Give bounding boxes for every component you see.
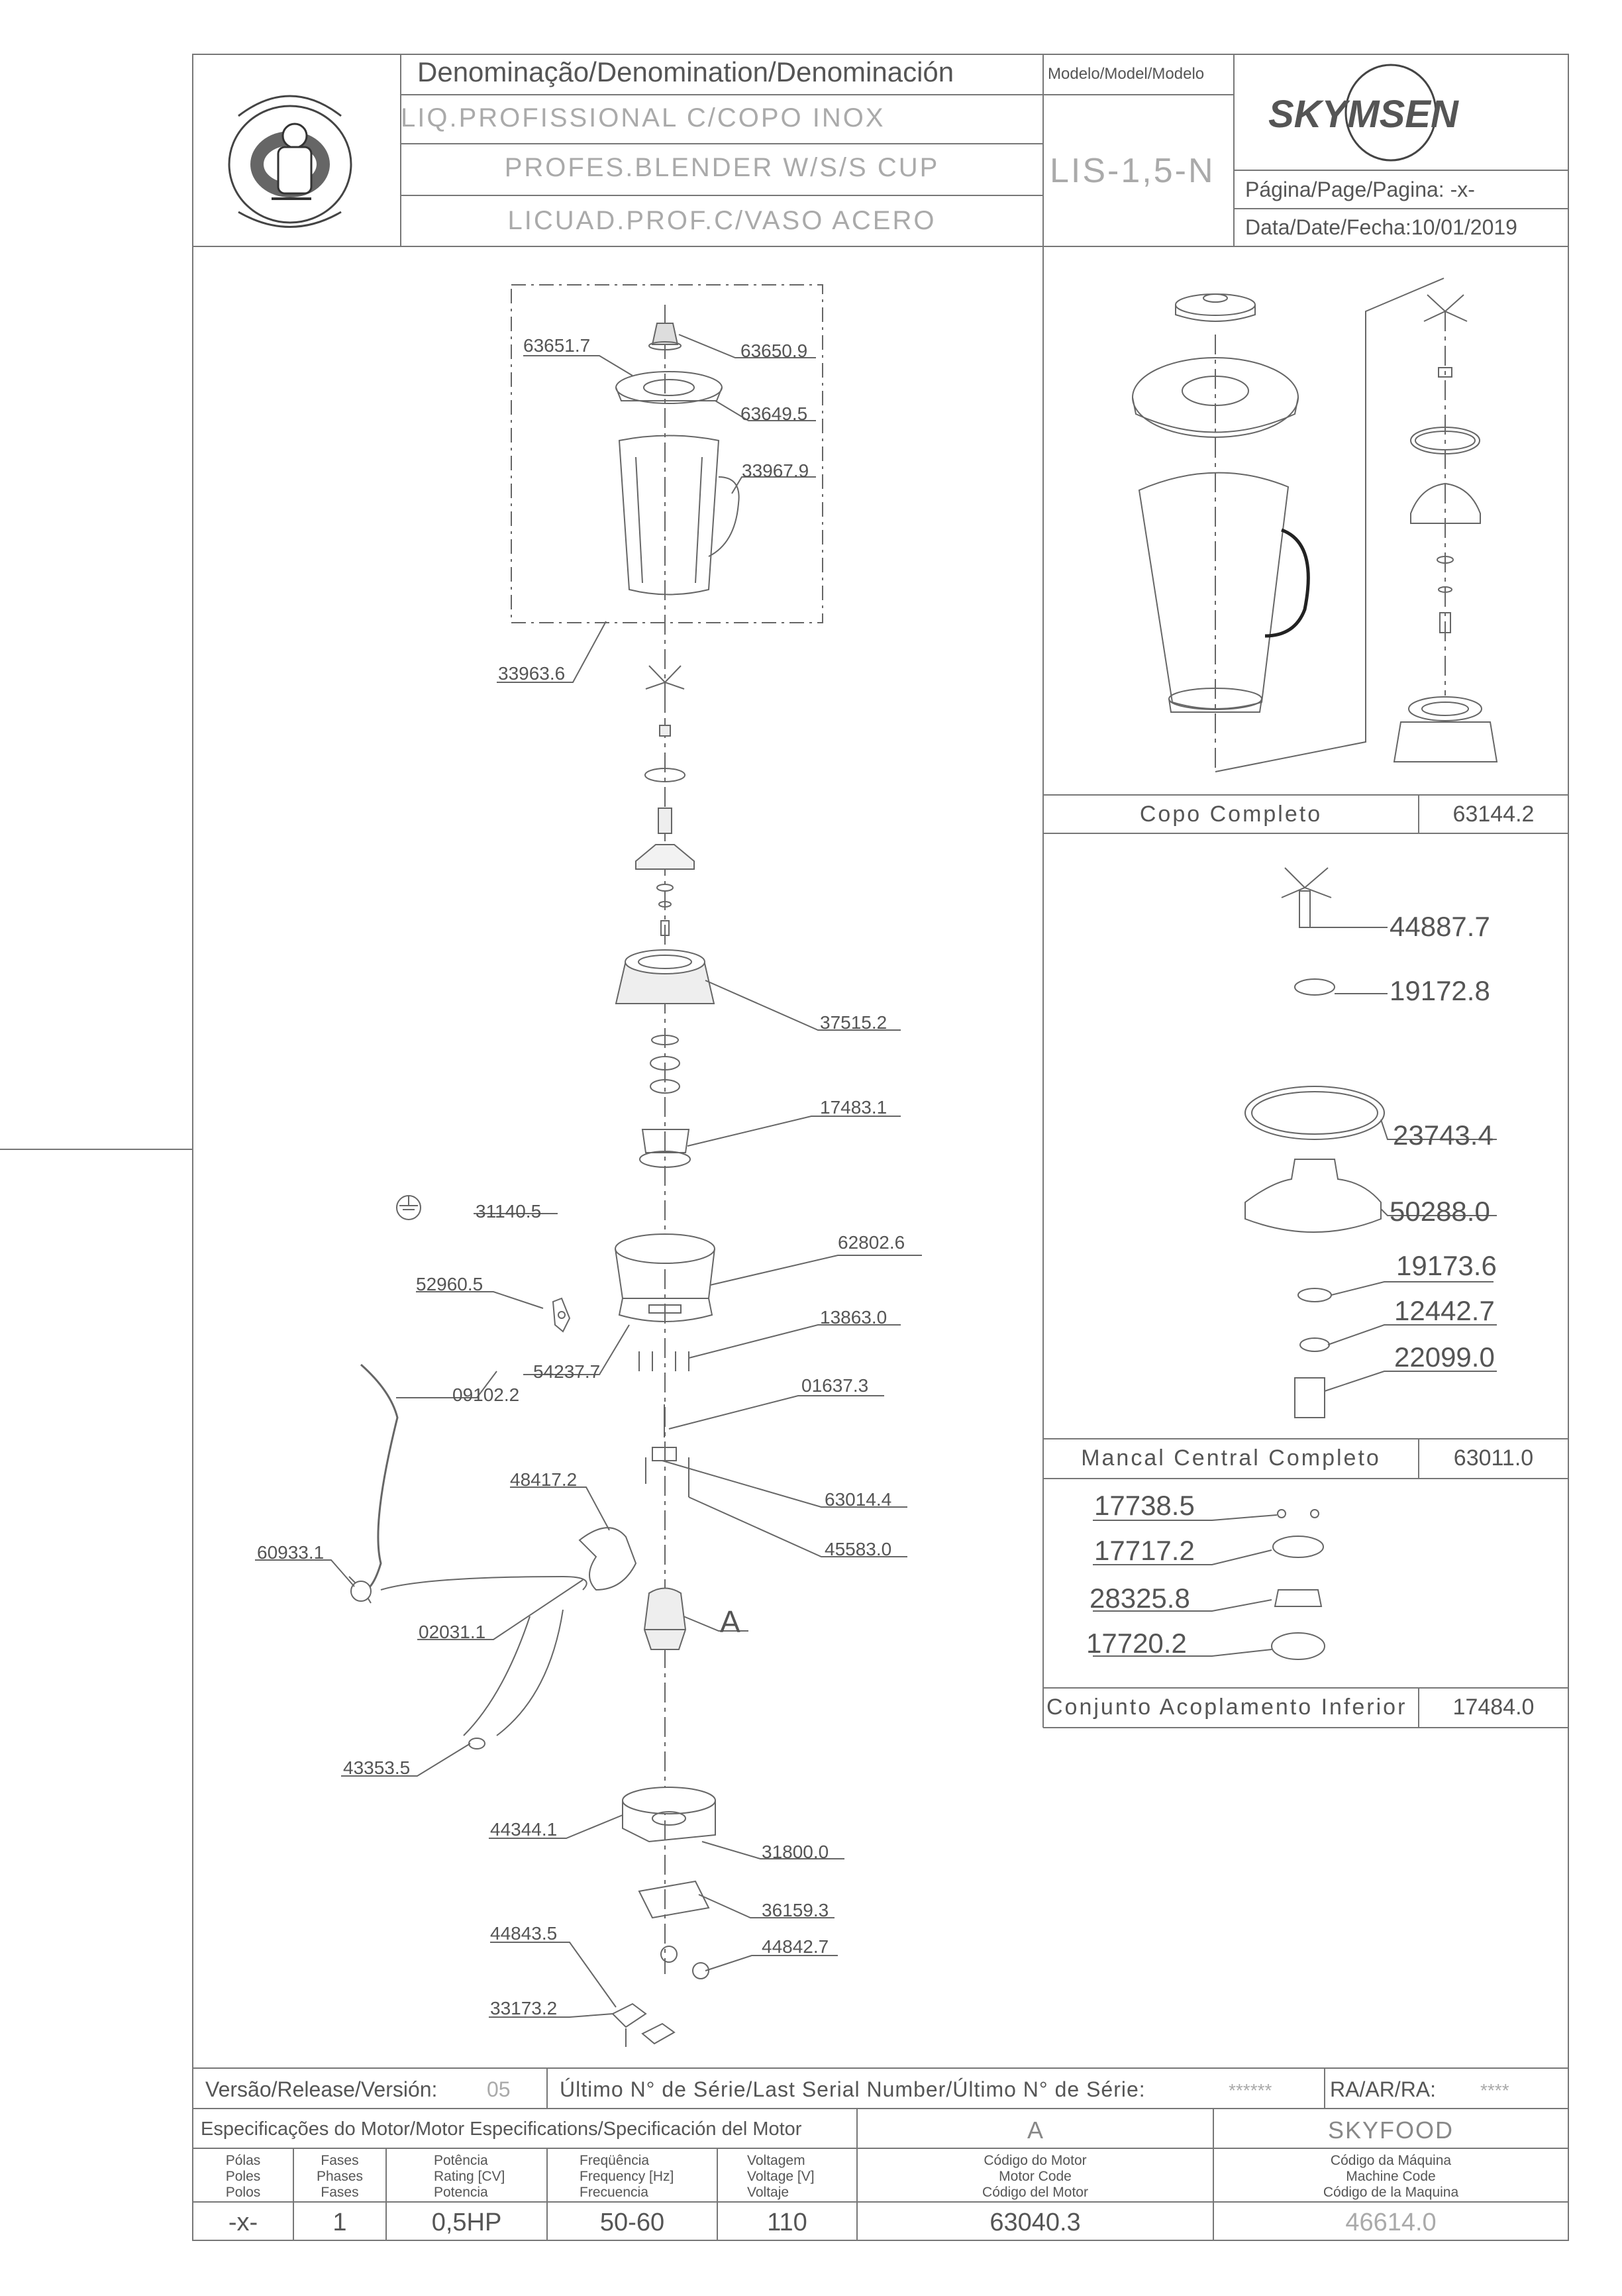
part-label: 13863.0 (820, 1307, 887, 1328)
part-label: 63014.4 (825, 1489, 892, 1510)
acoplamento-part: 17717.2 (1094, 1535, 1195, 1566)
brand-logo-text: SKYMSEN (1268, 93, 1458, 136)
mancal-part: 23743.4 (1393, 1120, 1494, 1151)
product-name-en: PROFES.BLENDER W/S/S CUP (504, 153, 940, 182)
mancal-part: 19172.8 (1390, 975, 1490, 1006)
part-label: 33967.9 (742, 460, 809, 481)
part-label: 01637.3 (801, 1375, 869, 1396)
col-poles-header: Pólas Poles Polos (225, 2153, 261, 2200)
part-label: 63649.5 (740, 403, 808, 424)
motor-ref-label: A (720, 1604, 740, 1639)
phases-value: 1 (332, 2209, 347, 2236)
col-motor-code-header: Código do Motor Motor Code Código del Motor (982, 2153, 1088, 2200)
part-label: 31140.5 (476, 1201, 542, 1222)
mancal-part: 19173.6 (1396, 1250, 1497, 1281)
poles-value: -x- (228, 2209, 258, 2236)
motor-ref: A (1027, 2116, 1043, 2144)
copo-assembly-view (1133, 278, 1497, 772)
ra-value: **** (1480, 2080, 1509, 2101)
acoplamento-code: 17484.0 (1452, 1695, 1535, 1720)
col-frequency-header: Freqüência Frequency [Hz] Frecuencia (580, 2153, 674, 2200)
rating-value: 0,5HP (431, 2209, 502, 2236)
part-label: 33963.6 (498, 663, 566, 684)
copo-code: 63144.2 (1452, 802, 1535, 827)
acoplamento-part: 17720.2 (1086, 1628, 1187, 1659)
main-exploded-view (349, 285, 823, 2047)
part-label: 02031.1 (419, 1622, 486, 1642)
part-label: 52960.5 (416, 1274, 483, 1294)
acoplamento-title: Conjunto Acoplamento Inferior (1046, 1695, 1407, 1720)
part-label: 45583.0 (825, 1539, 892, 1559)
acoplamento-part: 17738.5 (1094, 1490, 1195, 1521)
authorized-seal-icon (229, 96, 351, 227)
model-value: LIS-1,5-N (1050, 152, 1215, 190)
col-rating-header: Potência Rating [CV] Potencia (434, 2153, 505, 2200)
part-label: 31800.0 (762, 1842, 829, 1862)
col-voltage-header: Voltagem Voltage [V] Voltaje (747, 2153, 815, 2200)
version-label: Versão/Release/Versión: (205, 2077, 438, 2101)
part-label: 09102.2 (452, 1384, 520, 1405)
mancal-part: 50288.0 (1390, 1196, 1490, 1227)
machine-code-value: 46614.0 (1345, 2209, 1437, 2236)
serial-label: Último N° de Série/Last Serial Number/Último N° de Série: (560, 2077, 1146, 2101)
copo-title: Copo Completo (1139, 802, 1323, 827)
col-phases-header: Fases Phases Fases (316, 2153, 364, 2200)
date-label: Data/Date/Fecha:10/01/2019 (1245, 215, 1517, 239)
serial-value: ****** (1229, 2080, 1272, 2101)
model-label: Modelo/Model/Modelo (1048, 65, 1205, 83)
part-label: 62802.6 (838, 1232, 905, 1253)
mancal-code: 63011.0 (1453, 1445, 1534, 1471)
product-name-es: LICUAD.PROF.C/VASO ACERO (507, 206, 937, 235)
brand-name: SKYFOOD (1327, 2116, 1454, 2144)
voltage-value: 110 (767, 2209, 807, 2236)
acoplamento-part: 28325.8 (1090, 1583, 1190, 1614)
ra-label: RA/AR/RA: (1330, 2077, 1437, 2101)
part-label: 60933.1 (257, 1542, 325, 1563)
mancal-part: 12442.7 (1394, 1295, 1495, 1326)
part-label: 54237.7 (533, 1361, 601, 1382)
skymsen-logo (1268, 65, 1459, 160)
page-label: Página/Page/Pagina: -x- (1245, 178, 1475, 201)
part-label: 17483.1 (820, 1097, 887, 1118)
motor-spec-label: Especificações do Motor/Motor Especifications/Specificación del Motor (201, 2118, 802, 2140)
part-label: 44344.1 (490, 1819, 558, 1840)
product-name-pt: LIQ.PROFISSIONAL C/COPO INOX (401, 103, 886, 132)
part-label: 44842.7 (762, 1936, 829, 1957)
denomination-label: Denominação/Denomination/Denominación (417, 56, 954, 87)
part-label: 44843.5 (490, 1923, 558, 1944)
mancal-part: 44887.7 (1390, 911, 1490, 942)
motor-code-value: 63040.3 (989, 2209, 1081, 2236)
part-label: 36159.3 (762, 1900, 829, 1920)
mancal-title: Mancal Central Completo (1081, 1445, 1381, 1471)
frequency-value: 50-60 (599, 2209, 665, 2236)
col-machine-code-header: Código da Máquina Machine Code Código de la Maquina (1323, 2153, 1459, 2200)
part-label: 63650.9 (740, 340, 808, 361)
part-label: 63651.7 (523, 335, 591, 356)
part-label: 43353.5 (343, 1757, 411, 1778)
version-value: 05 (487, 2077, 511, 2101)
part-label: 48417.2 (510, 1469, 578, 1490)
part-label: 37515.2 (820, 1012, 887, 1033)
mancal-part: 22099.0 (1394, 1341, 1495, 1373)
part-label: 33173.2 (490, 1998, 558, 2018)
